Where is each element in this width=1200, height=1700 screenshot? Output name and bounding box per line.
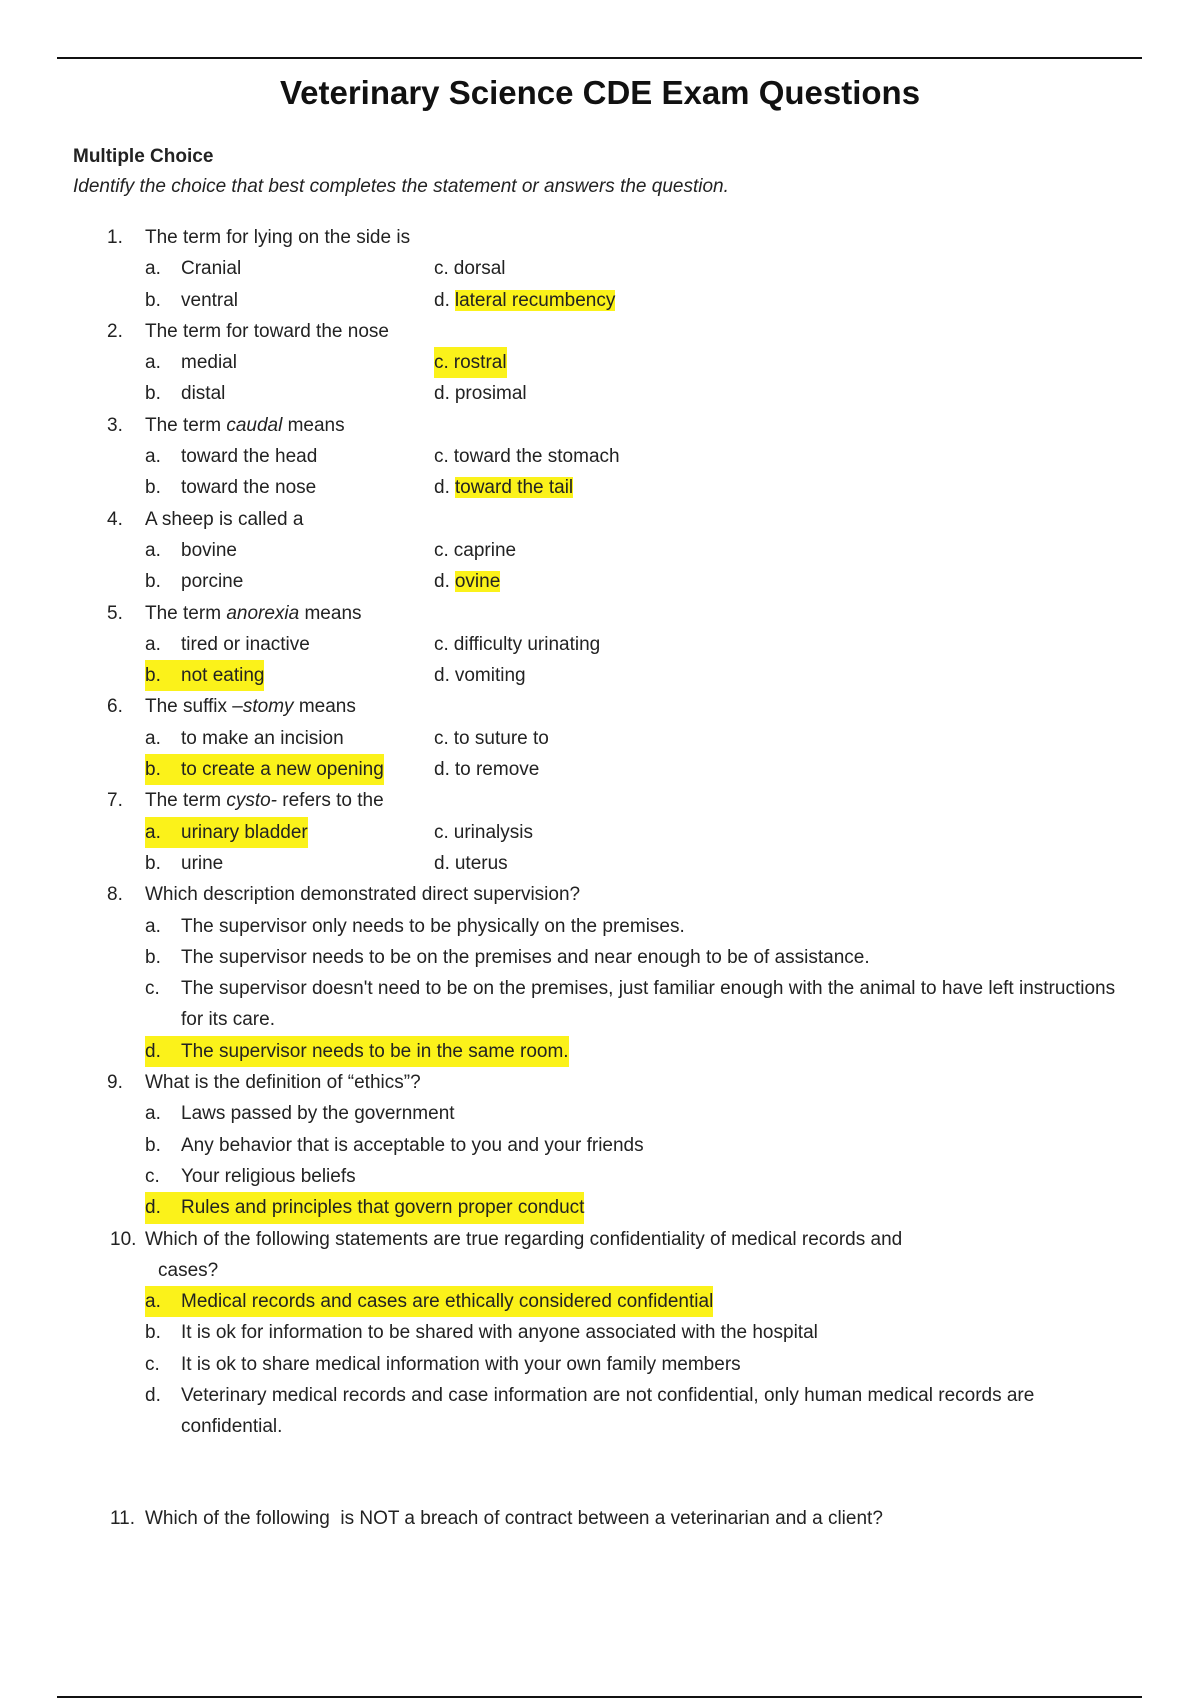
question-text: The term anorexia means	[145, 602, 362, 624]
question-number: 7.	[107, 790, 123, 812]
option-c: c. urinalysis	[434, 821, 533, 843]
option-a: a. toward the head	[145, 446, 318, 468]
option-d: d. vomiting	[434, 665, 526, 687]
option-a: a. tired or inactive	[145, 633, 310, 655]
question-11	[0, 1503, 1200, 1534]
question-text-continued: cases?	[158, 1259, 219, 1281]
option-c: c. toward the stomach	[434, 446, 620, 468]
question-2	[0, 316, 1200, 410]
question-number: 11.	[110, 1507, 136, 1529]
option-a: a. to make an incision	[145, 727, 344, 749]
option-d-answer: d. The supervisor needs to be in the same room.	[145, 1036, 569, 1067]
question-3	[0, 410, 1200, 504]
option-b-answer: b. not eating	[145, 660, 264, 691]
question-1	[0, 222, 1200, 316]
question-number: 4.	[107, 508, 123, 530]
bottom-rule	[57, 1696, 1142, 1698]
option-c: c. It is ok to share medical information with your own family members	[145, 1353, 741, 1375]
question-text: Which of the following statements are true regarding confidentiality of medical records and	[145, 1228, 903, 1250]
option-b: b. It is ok for information to be shared with anyone associated with the hospital	[145, 1322, 818, 1344]
question-text: What is the definition of “ethics”?	[145, 1072, 421, 1094]
option-a: a. Cranial	[145, 258, 242, 280]
option-d: d. prosimal	[434, 383, 527, 405]
option-a: a. The supervisor only needs to be physically on the premises.	[145, 915, 685, 937]
answer-highlight: toward the tail	[454, 477, 574, 499]
question-number: 2.	[107, 320, 123, 342]
option-c: c. difficulty urinating	[434, 633, 601, 655]
question-6	[0, 691, 1200, 785]
question-number: 9.	[107, 1072, 123, 1094]
question-text: The term cysto- refers to the	[145, 790, 384, 812]
question-number: 3.	[107, 414, 123, 436]
option-d: d. Veterinary medical records and case information are not confidential, only human medical records are confidential.	[145, 1384, 1035, 1438]
question-text: The term for toward the nose	[145, 320, 389, 342]
option-c: c. dorsal	[434, 258, 506, 280]
page-title: Veterinary Science CDE Exam Questions	[279, 74, 921, 111]
option-c: c. to suture to	[434, 727, 549, 749]
instructions: Identify the choice that best completes the statement or answers the question.	[73, 176, 729, 197]
option-c: c. Your religious beliefs	[145, 1165, 356, 1187]
option-d-answer: d. lateral recumbency	[434, 289, 616, 311]
question-text: The term for lying on the side is	[145, 227, 411, 248]
question-text: Which of the following is NOT a breach of contract between a veterinarian and a client?	[145, 1507, 883, 1529]
question-4	[0, 504, 1200, 598]
option-d: d. uterus	[434, 852, 508, 874]
option-d-answer: d. toward the tail	[434, 477, 574, 499]
question-number: 1.	[107, 227, 123, 248]
question-number: 8.	[107, 884, 123, 906]
answer-highlight: ovine	[454, 571, 501, 593]
option-d: d. to remove	[434, 759, 540, 781]
option-b: b. Any behavior that is acceptable to you and your friends	[145, 1134, 644, 1156]
section-heading: Multiple Choice	[73, 146, 214, 167]
question-5	[0, 598, 1200, 692]
top-rule	[57, 57, 1142, 59]
question-text: The suffix –stomy means	[145, 696, 356, 718]
option-b: b. urine	[145, 852, 224, 874]
question-9	[0, 1067, 1200, 1223]
option-a-answer: a. Medical records and cases are ethically considered confidential	[145, 1286, 713, 1317]
question-list	[0, 222, 1200, 1534]
option-d-answer: d. Rules and principles that govern proper conduct	[145, 1192, 584, 1223]
option-b: b. toward the nose	[145, 477, 317, 499]
option-c: c. caprine	[434, 539, 517, 561]
option-b-answer: b. to create a new opening	[145, 754, 384, 785]
option-c-answer: c. rostral	[434, 347, 507, 378]
option-b: b. distal	[145, 383, 226, 405]
question-number: 6.	[107, 696, 123, 718]
option-a: a. bovine	[145, 539, 237, 561]
question-text: Which description demonstrated direct supervision?	[145, 884, 581, 906]
question-text: A sheep is called a	[145, 508, 304, 530]
question-text: The term caudal means	[145, 414, 345, 436]
option-a: a. Laws passed by the government	[145, 1103, 455, 1125]
answer-highlight: lateral recumbency	[454, 289, 616, 311]
option-b: b. The supervisor needs to be on the premises and near enough to be of assistance.	[145, 946, 870, 968]
question-number: 5.	[107, 602, 123, 624]
question-number: 10.	[110, 1228, 137, 1250]
question-8	[0, 879, 1200, 1067]
option-d-answer: d. ovine	[434, 571, 501, 593]
option-b: b. porcine	[145, 571, 244, 593]
option-a-answer: a. urinary bladder	[145, 817, 308, 848]
option-b: b. ventral	[145, 289, 239, 311]
question-10	[0, 1224, 1200, 1443]
option-c: c. The supervisor doesn't need to be on the premises, just familiar enough with the animal to have left instructions for its care.	[145, 978, 1116, 1031]
question-7	[0, 785, 1200, 879]
option-a: a. medial	[145, 352, 237, 374]
